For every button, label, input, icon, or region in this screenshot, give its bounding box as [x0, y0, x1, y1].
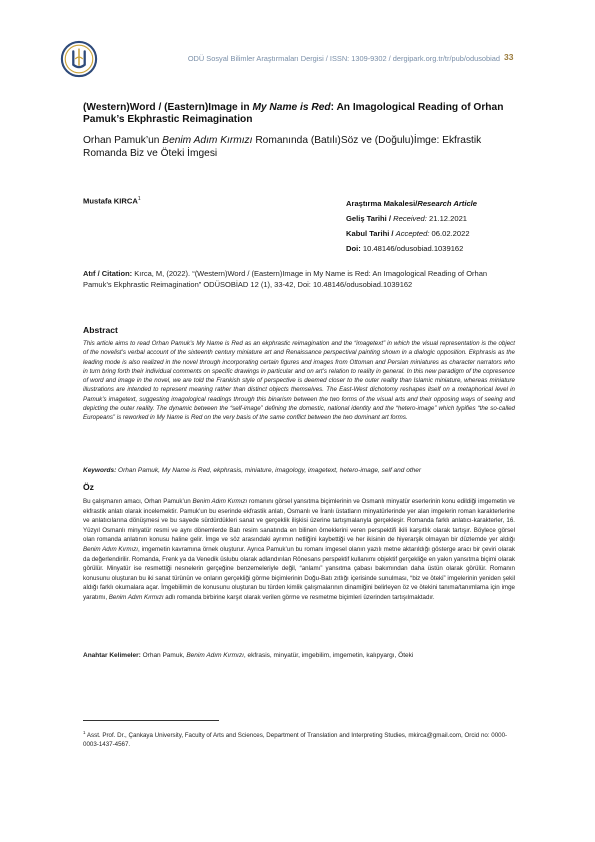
oz-text: Bu çalışmanın amacı, Orhan Pamuk’un Benim Adım Kırmızı romanını görsel yansıtma biçimlerinin ve Osmanlı minyatür eserlerinin konu edildiği imgemetin ve ekfrastik anlatı olarak incelemektir. Pamuk’un bu eserinde ekfrastik anlatı, Osmanlı ve İranlı üstatların minyatürlerinde yer alan imgelerin roman karakterlerine ve anlatıcılarına dönüşmesi ve bu sayede sürdürdükleri sanat ve gerçeklik ilişkisi üzerine tartışmalarıyla gerçekleşir. Romanda farklı anlatıcı-karakterler, 16. Yüzyıl Osmanlı minyatür resmi ve aynı dönemlerde Batı resim sanatında en bilinen örneklerini veren perspektifi ikili karşıtlık olarak tartışır. Böylece görsel olan romanda anlatının konusu haline gelir. İmge ve söz arasındaki ayrımın netliğini kaybettiği ve her ikisinin de hiyerarşik olmayan bir düzlemde yer aldığı Benim Adım Kırmızı, imgemetin kavramına örnek oluşturur. Ayrıca Pamuk’un bu romanı imgesel olanın yazılı metne aktarıldığı gösterge aracı bir çeviri olarak da değerlendirilir. Romanda, Frenk ya da Venedik üslubu olarak adlandırılan Rönesans perspektif kullanımı objektif gerçekliğe en yakın yansıtma biçimi olarak görülür. Minyatür ise resmettiği nesnelerin gerçeğine benzemeleriyle değil, “anlamı” yansıtma çabası bakımından daha üstün olarak görülür. Romanın konusunu oluşturan bu iki sanat türünün ve onların gerçekliği görme biçimlerinin Doğu-Batı zıtlığı içerisinde sunulması, “biz ve öteki” imgelerinin yeniden şekil aldığı farklı okumalara açar. İmgebilimin de konusunu oluşturan bu türden kimlik çalışmalarının dinamiğini belirleyen öz ve ötekini tanıma/tanımlama için imge yaratımı, Benim Adım Kırmızı adlı romanda birbirine karşıt olarak verilen görme ve resmetme biçimleri üzerinden tartışılmaktadır.	[83, 498, 515, 601]
footnote: $^1$ Asst. Prof. Dr., Çankaya University, Faculty of Arts and Sciences, Department of Translation and Interpreting Studies, mkirca@gmail.com, Orcid no: 0000-0003-1437-4567.	[83, 730, 508, 749]
citation: Atıf / Citation: Kırca, M, (2022). “(Western)Word / (Eastern)Image in My Name is Red: An Imagological Reading of Orhan Pamuk’s Ekphrastic Reimagination” ODÜSOBİAD 12 (1), 33-42, Doi: 10.48146/odusobiad.1039162	[83, 269, 488, 289]
page-header	[60, 40, 520, 76]
author-footnote-mark: 1	[137, 196, 141, 202]
article-type: Araştırma Makalesi/Research Article	[346, 199, 477, 208]
journal-logo-icon	[60, 40, 98, 78]
title-english: (Western)Word / (Eastern)Image in My Name is Red: An Imagological Reading of Orhan Pamuk’s Ekphrastic Reimagination	[83, 102, 504, 125]
accepted-date: Kabul Tarihi / Accepted: 06.02.2022	[346, 229, 470, 238]
doi: Doi: 10.48146/odusobiad.1039162	[346, 244, 464, 253]
received-date: Geliş Tarihi / Received: 21.12.2021	[346, 214, 468, 223]
journal-info: ODÜ Sosyal Bilimler Araştırmaları Dergisi / ISSN: 1309-9302 / dergipark.org.tr/tr/pub/odusobiad	[187, 54, 500, 63]
title-turkish: Orhan Pamuk’un Benim Adım Kırmızı Romanında (Batılı)Söz ve (Doğulu)İmge: Ekfrastik Romanda Biz ve Öteki İmgesi	[83, 135, 482, 159]
anahtar-kelimeler: Anahtar Kelimeler: Orhan Pamuk, Benim Adım Kırmızı, ekfrasis, minyatür, imgebilim, imgemetin, kalıpyargı, Öteki	[83, 652, 414, 659]
page-number: 33	[504, 52, 514, 62]
author-name: Mustafa KIRCA$^1$	[83, 196, 141, 206]
oz-heading: Öz	[83, 482, 94, 492]
abstract-text: This article aims to read Orhan Pamuk’s My Name is Red as an ekphrastic reimagination and the “imagetext” in which the visual representation is the object of the novelist’s verbal account of the sixteenth century miniature art and Renaissance perspectival painting shown in a dialogic opposition. Ekphrasis as the leading mode is also realized in the novel through incorporating certain figures and images from Ottoman and Persian miniatures as character narrators who in turn bring forth their individual comments on specific drawings in particular and on art’s relation to reality in general. In this new paradigm of the copresence of word and image in the novel, we are told the Frankish style of perspective is deemed closer to the outer reality than Islamic miniature, whereas miniature illustrations are intended to represent meaning rather than distinct objects themselves. The East-West dichotomy reshapes itself on a metaphorical level in Pamuk’s imagetext, suggesting imagological readings through this binarism between the two forms of the visual arts and their opposing ways of seeing and depicting the outer reality. The dynamic between the “self-image” defining the domestic, national identity and the “hetero-image” which typifies “the so-called Europeans” is reworked in My Name is Red on the very basis of the same conflict between the two dominant art forms.	[83, 340, 515, 422]
article-meta	[346, 196, 536, 256]
abstract-heading: Abstract	[83, 325, 118, 335]
footnote-divider	[83, 720, 219, 721]
keywords: Keywords: Orhan Pamuk, My Name is Red, ekphrasis, miniature, imagology, imagetext, hetero-image, self and other	[83, 467, 422, 474]
